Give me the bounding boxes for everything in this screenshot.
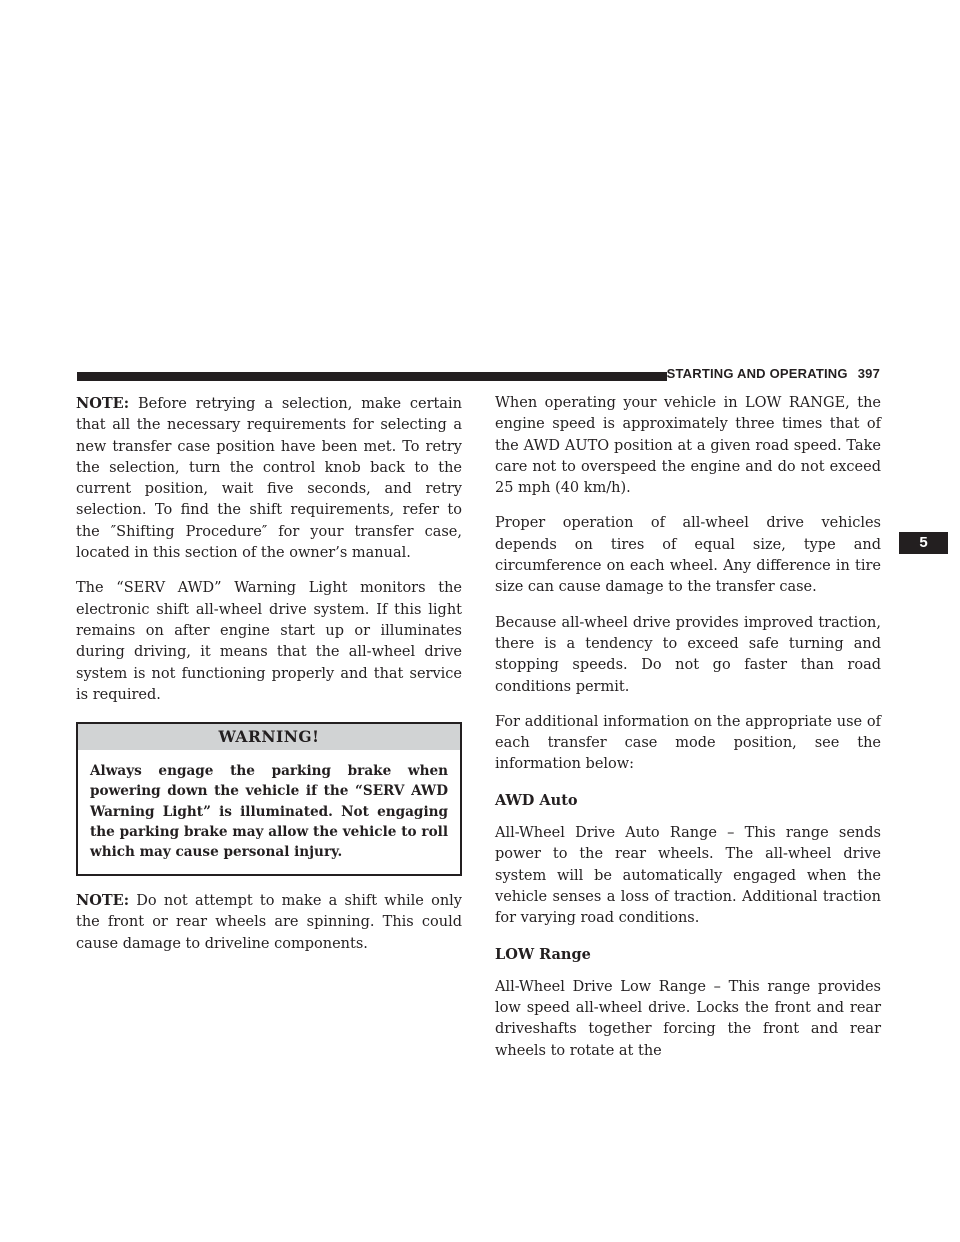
awd-auto-heading: AWD Auto bbox=[495, 791, 578, 809]
left-column bbox=[76, 393, 462, 969]
tire-size-paragraph: Proper operation of all-wheel drive vehicles depends on tires of equal size, type and circumference on each wheel. Any difference in tire size can cause damage to the transfer case. bbox=[495, 515, 881, 596]
note-text: Do not attempt to make a shift while only the front or rear wheels are spinning. This could cause damage to driveline components. bbox=[76, 893, 462, 952]
awd-auto-paragraph: All-Wheel Drive Auto Range – This range sends power to the rear wheels. The all-wheel drive system will be automatically engaged when the vehicle senses a loss of traction. Additional traction for varying road conditions. bbox=[495, 825, 881, 927]
note-paragraph bbox=[76, 393, 462, 564]
section-title: STARTING AND OPERATING bbox=[666, 366, 848, 381]
serv-awd-paragraph: The “SERV AWD” Warning Light monitors the electronic shift all-wheel drive system. If this light remains on after engine start up or illuminates during driving, it means that the all-wheel drive system is not functioning properly and that service is required. bbox=[76, 580, 462, 703]
note-text: Before retrying a selection, make certain that all the necessary requirements for selecting a new transfer case position have been met. To retry the selection, turn the control knob back to the current position, wait five seconds, and retry selection. To find the shift requirements, refer to the ″Shifting Procedure″ for your transfer case, located in this section of the owner’s manual. bbox=[76, 396, 462, 562]
low-range-heading: LOW Range bbox=[495, 945, 591, 963]
note-label: NOTE: bbox=[76, 395, 130, 412]
note-paragraph bbox=[76, 890, 462, 955]
chapter-tab: 5 bbox=[899, 532, 948, 554]
warning-text: Always engage the parking brake when powering down the vehicle if the “SERV AWD Warning Light” is illuminated. Not engaging the parking brake may allow the vehicle to roll which may cause personal injury. bbox=[90, 763, 448, 860]
header-rule bbox=[77, 372, 667, 381]
low-range-speed-paragraph: When operating your vehicle in LOW RANGE, the engine speed is approximately three times that of the AWD AUTO position at a given road speed. Take care not to overspeed the engine and do not exceed 25 mph (40 km/h). bbox=[495, 395, 881, 497]
page-number: 397 bbox=[857, 366, 880, 381]
mode-info-paragraph: For additional information on the appropriate use of each transfer case mode position, see the information below: bbox=[495, 713, 881, 773]
low-range-paragraph: All-Wheel Drive Low Range – This range provides low speed all-wheel drive. Locks the front and rear driveshafts together forcing the front and rear wheels to rotate at the bbox=[495, 978, 881, 1059]
traction-paragraph: Because all-wheel drive provides improved traction, there is a tendency to exceed safe turning and stopping speeds. Do not go faster than road conditions permit. bbox=[495, 614, 881, 695]
warning-title: WARNING! bbox=[78, 724, 460, 750]
note-label: NOTE: bbox=[76, 892, 130, 910]
right-column bbox=[495, 393, 881, 1076]
running-header bbox=[667, 366, 880, 381]
warning-box bbox=[76, 722, 462, 876]
